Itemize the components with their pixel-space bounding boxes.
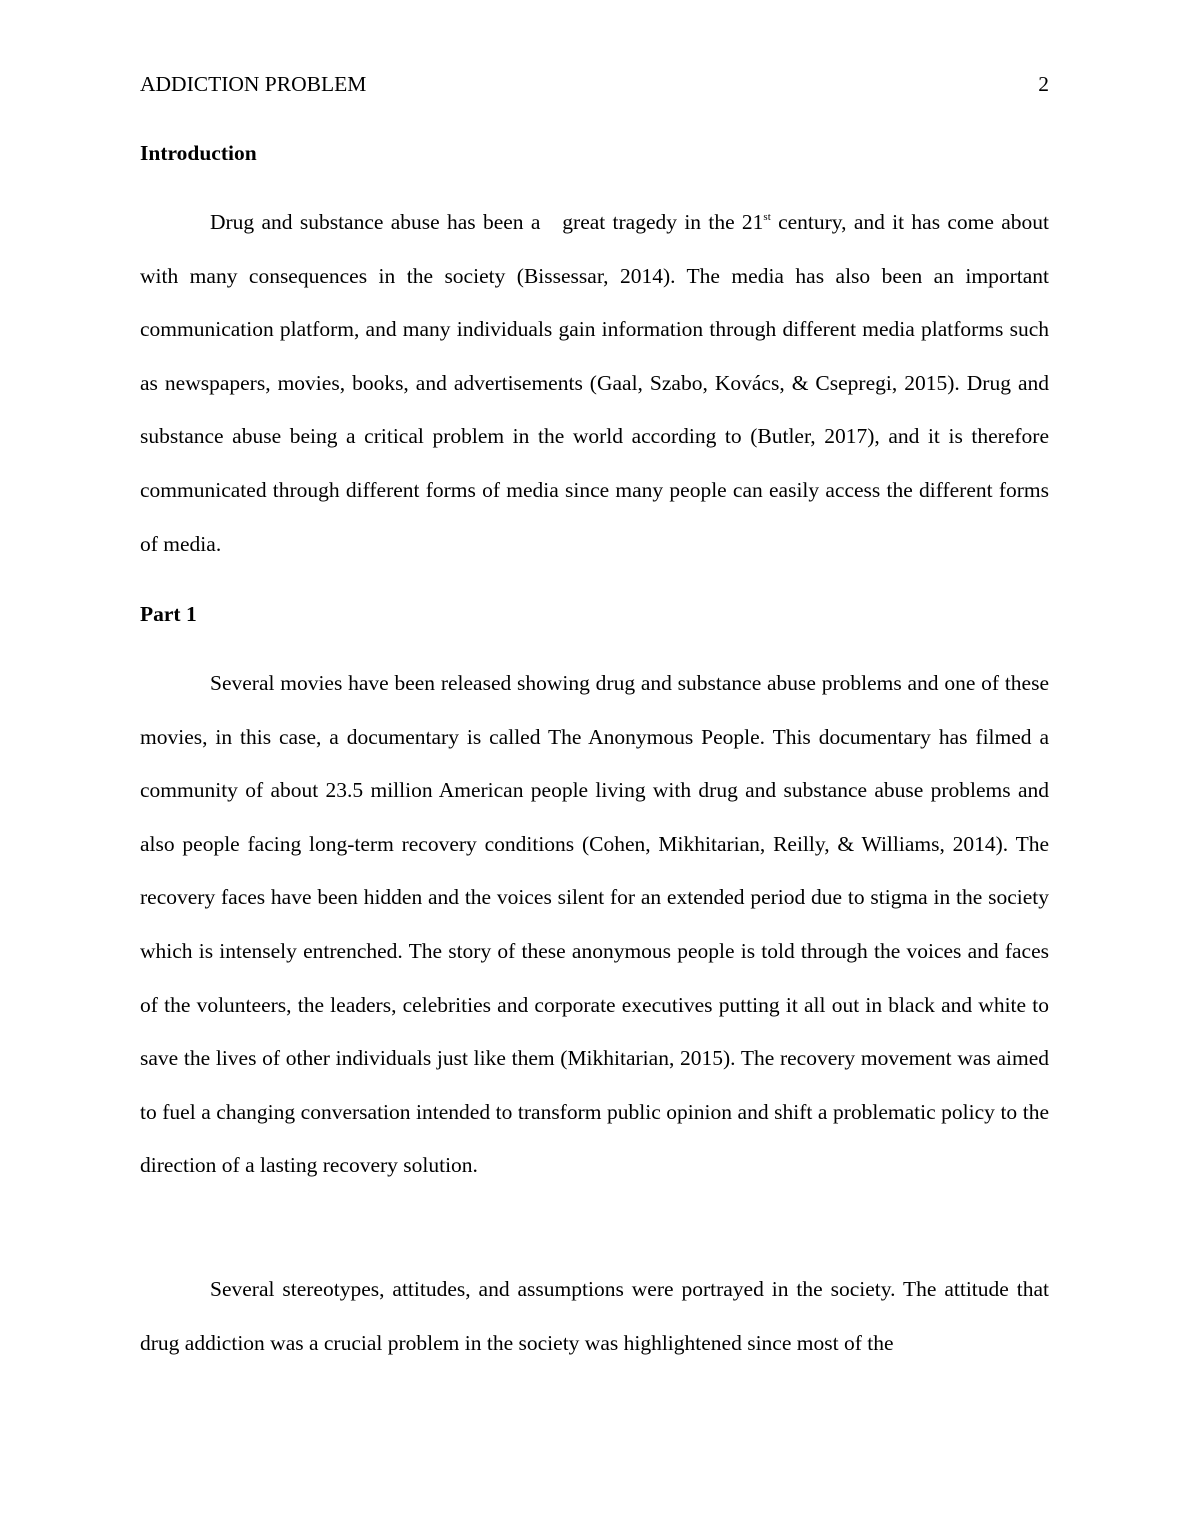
part1-paragraph-1: Several movies have been released showing drug and substance abuse problems and one of these movies, in this case, a documentary is called The Anonymous People. This documentary has filmed a community of about 23.5 million American people living with drug and substance abuse problems and also people facing long-term recovery conditions (Cohen, Mikhitarian, Reilly, & Williams, 2014). The recovery faces have been hidden and the voices silent for an extended period due to stigma in the society which is intensely entrenched. The story of these anonymous people is told through the voices and faces of the volunteers, the leaders, celebrities and corporate executives putting it all out in black and white to save the lives of other individuals just like them (Mikhitarian, 2015). The recovery movement was aimed to fuel a changing conversation intended to transform public opinion and shift a problematic policy to the direction of a lasting recovery solution. xyxy=(140,671,1049,1178)
intro-text-start: Drug and substance abuse has been a great tragedy in the 21 xyxy=(210,210,764,234)
part1-heading: Part 1 xyxy=(140,602,197,626)
introduction-heading: Introduction xyxy=(140,141,257,165)
running-head-title: ADDICTION PROBLEM xyxy=(140,72,367,96)
intro-text-rest: century, and it has come about with many consequences in the society (Bissessar, 2014). The media has also been an important communication platform, and many individuals gain information through different media platforms such as newspapers, movies, books, and advertisements (Gaal, Szabo, Kovács, & Csepregi, 2015). Drug and substance abuse being a critical problem in the world according to (Butler, 2017), and it is therefore communicated through different forms of media since many people can easily access the different forms of media. xyxy=(140,210,1050,556)
page-number: 2 xyxy=(1038,72,1049,96)
introduction-paragraph xyxy=(140,196,1049,571)
ordinal-suffix: st xyxy=(763,211,771,223)
running-head xyxy=(140,70,1049,98)
part1-paragraph-2: Several stereotypes, attitudes, and assumptions were portrayed in the society. The attitude that drug addiction was a crucial problem in the society was highlightened since most of the xyxy=(140,1277,1049,1355)
